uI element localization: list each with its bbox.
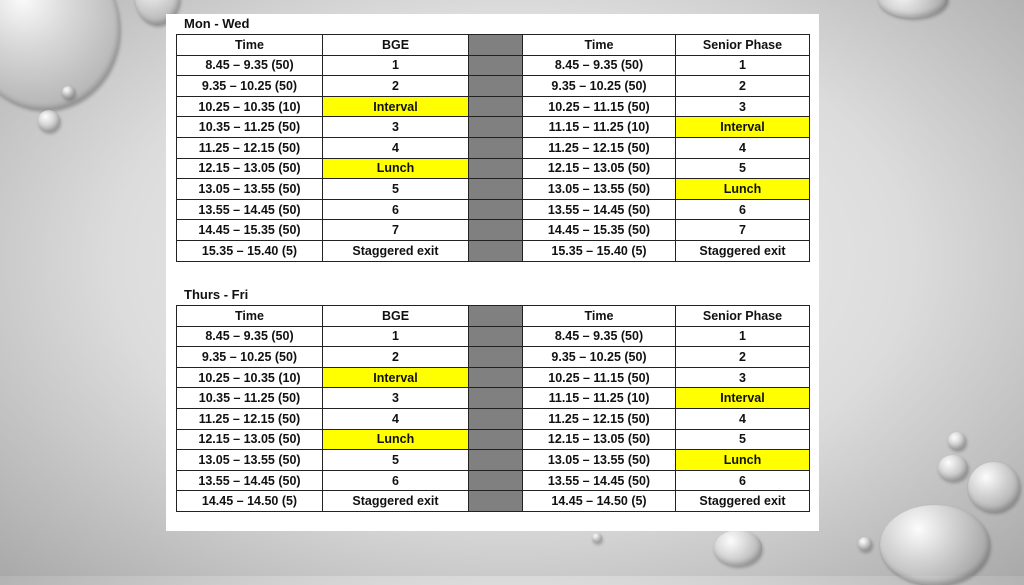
bge-header: BGE — [323, 306, 469, 327]
water-drop-decoration — [968, 462, 1020, 512]
table-row — [177, 470, 810, 491]
time-cell: 15.35 – 15.40 (5) — [523, 240, 676, 261]
bge-cell: 4 — [323, 408, 469, 429]
time-cell: 11.15 – 11.25 (10) — [523, 117, 676, 138]
time-cell: 12.15 – 13.05 (50) — [177, 158, 323, 179]
water-drop-decoration — [0, 0, 120, 110]
senior-phase-cell: Staggered exit — [676, 240, 810, 261]
senior-phase-cell: Interval — [676, 388, 810, 409]
time-cell: 9.35 – 10.25 (50) — [177, 347, 323, 368]
time-cell: 13.55 – 14.45 (50) — [523, 199, 676, 220]
senior-phase-cell: 6 — [676, 470, 810, 491]
divider-column — [469, 306, 523, 327]
time-cell: 10.35 – 11.25 (50) — [177, 117, 323, 138]
senior-phase-cell: 5 — [676, 158, 810, 179]
time-cell: 14.45 – 15.35 (50) — [523, 220, 676, 241]
time-cell: 13.05 – 13.55 (50) — [523, 450, 676, 471]
divider-column — [469, 450, 523, 471]
senior-phase-header: Senior Phase — [676, 306, 810, 327]
water-drop-decoration — [592, 533, 602, 543]
time-cell: 11.15 – 11.25 (10) — [523, 388, 676, 409]
senior-phase-cell: 7 — [676, 220, 810, 241]
senior-phase-cell: 4 — [676, 408, 810, 429]
table-row — [177, 96, 810, 117]
water-drop-decoration — [880, 505, 990, 585]
divider-column — [469, 388, 523, 409]
header-row — [177, 35, 810, 56]
time-cell: 11.25 – 12.15 (50) — [523, 408, 676, 429]
bge-cell: 2 — [323, 347, 469, 368]
table-row — [177, 55, 810, 76]
senior-phase-cell: Staggered exit — [676, 491, 810, 512]
time-cell: 10.25 – 11.15 (50) — [523, 96, 676, 117]
table-row — [177, 347, 810, 368]
divider-column — [469, 408, 523, 429]
bge-cell: 3 — [323, 117, 469, 138]
bge-cell: 3 — [323, 388, 469, 409]
table-row — [177, 388, 810, 409]
senior-phase-cell: Interval — [676, 117, 810, 138]
water-drop-decoration — [38, 110, 60, 132]
time-cell: 12.15 – 13.05 (50) — [523, 158, 676, 179]
water-drop-decoration — [62, 86, 75, 99]
time-cell: 13.55 – 14.45 (50) — [177, 470, 323, 491]
table-row — [177, 429, 810, 450]
time-cell: 8.45 – 9.35 (50) — [177, 55, 323, 76]
time-cell: 13.55 – 14.45 (50) — [177, 199, 323, 220]
bge-cell: 7 — [323, 220, 469, 241]
bge-cell: Staggered exit — [323, 240, 469, 261]
senior-phase-cell: Lunch — [676, 450, 810, 471]
water-drop-decoration — [714, 530, 762, 566]
bge-cell: 1 — [323, 55, 469, 76]
time-cell: 8.45 – 9.35 (50) — [523, 326, 676, 347]
bge-cell: Staggered exit — [323, 491, 469, 512]
time-header: Time — [177, 35, 323, 56]
time-cell: 11.25 – 12.15 (50) — [177, 408, 323, 429]
divider-column — [469, 347, 523, 368]
table-row — [177, 491, 810, 512]
table-row — [177, 137, 810, 158]
senior-phase-cell: 3 — [676, 367, 810, 388]
time-header: Time — [523, 306, 676, 327]
time-cell: 10.25 – 10.35 (10) — [177, 96, 323, 117]
divider-column — [469, 76, 523, 97]
mon-wed-timetable — [176, 34, 810, 262]
time-header: Time — [177, 306, 323, 327]
timetable-sheet — [166, 14, 819, 531]
time-cell: 9.35 – 10.25 (50) — [523, 347, 676, 368]
bge-cell: 4 — [323, 137, 469, 158]
time-cell: 13.55 – 14.45 (50) — [523, 470, 676, 491]
time-cell: 13.05 – 13.55 (50) — [177, 179, 323, 200]
thurs-fri-timetable — [176, 305, 810, 512]
divider-column — [469, 96, 523, 117]
divider-column — [469, 240, 523, 261]
water-drop-decoration — [948, 432, 966, 450]
time-cell: 14.45 – 14.50 (5) — [523, 491, 676, 512]
senior-phase-cell: 4 — [676, 137, 810, 158]
table-row — [177, 179, 810, 200]
bge-cell: Interval — [323, 367, 469, 388]
table-row — [177, 76, 810, 97]
time-cell: 9.35 – 10.25 (50) — [523, 76, 676, 97]
senior-phase-cell: 2 — [676, 347, 810, 368]
time-cell: 15.35 – 15.40 (5) — [177, 240, 323, 261]
time-header: Time — [523, 35, 676, 56]
divider-column — [469, 220, 523, 241]
senior-phase-cell: 1 — [676, 55, 810, 76]
water-drop-decoration — [938, 455, 968, 481]
bge-cell: 1 — [323, 326, 469, 347]
bge-cell: 6 — [323, 199, 469, 220]
time-cell: 13.05 – 13.55 (50) — [177, 450, 323, 471]
time-cell: 8.45 – 9.35 (50) — [177, 326, 323, 347]
time-cell: 10.35 – 11.25 (50) — [177, 388, 323, 409]
bge-cell: 5 — [323, 450, 469, 471]
divider-column — [469, 429, 523, 450]
bge-header: BGE — [323, 35, 469, 56]
table-row — [177, 158, 810, 179]
senior-phase-cell: 5 — [676, 429, 810, 450]
divider-column — [469, 326, 523, 347]
table-row — [177, 408, 810, 429]
divider-column — [469, 137, 523, 158]
table-row — [177, 199, 810, 220]
senior-phase-cell: 3 — [676, 96, 810, 117]
divider-column — [469, 35, 523, 56]
time-cell: 13.05 – 13.55 (50) — [523, 179, 676, 200]
divider-column — [469, 470, 523, 491]
bge-cell: Interval — [323, 96, 469, 117]
time-cell: 11.25 – 12.15 (50) — [523, 137, 676, 158]
water-drop-decoration — [878, 0, 948, 18]
table-row — [177, 220, 810, 241]
senior-phase-cell: 2 — [676, 76, 810, 97]
time-cell: 14.45 – 14.50 (5) — [177, 491, 323, 512]
time-cell: 10.25 – 11.15 (50) — [523, 367, 676, 388]
time-cell: 11.25 – 12.15 (50) — [177, 137, 323, 158]
table-row — [177, 367, 810, 388]
table-row — [177, 117, 810, 138]
time-cell: 10.25 – 10.35 (10) — [177, 367, 323, 388]
bge-cell: Lunch — [323, 429, 469, 450]
bge-cell: Lunch — [323, 158, 469, 179]
bge-cell: 2 — [323, 76, 469, 97]
table-row — [177, 326, 810, 347]
bge-cell: 5 — [323, 179, 469, 200]
senior-phase-cell: 1 — [676, 326, 810, 347]
header-row — [177, 306, 810, 327]
time-cell: 9.35 – 10.25 (50) — [177, 76, 323, 97]
divider-column — [469, 55, 523, 76]
time-cell: 14.45 – 15.35 (50) — [177, 220, 323, 241]
thurs-fri-title: Thurs - Fri — [184, 287, 249, 302]
table-row — [177, 450, 810, 471]
divider-column — [469, 367, 523, 388]
time-cell: 8.45 – 9.35 (50) — [523, 55, 676, 76]
bge-cell: 6 — [323, 470, 469, 491]
time-cell: 12.15 – 13.05 (50) — [523, 429, 676, 450]
mon-wed-title: Mon - Wed — [184, 16, 250, 31]
time-cell: 12.15 – 13.05 (50) — [177, 429, 323, 450]
divider-column — [469, 491, 523, 512]
divider-column — [469, 179, 523, 200]
senior-phase-cell: 6 — [676, 199, 810, 220]
water-drop-decoration — [858, 537, 872, 551]
divider-column — [469, 117, 523, 138]
senior-phase-header: Senior Phase — [676, 35, 810, 56]
table-row — [177, 240, 810, 261]
divider-column — [469, 158, 523, 179]
divider-column — [469, 199, 523, 220]
senior-phase-cell: Lunch — [676, 179, 810, 200]
